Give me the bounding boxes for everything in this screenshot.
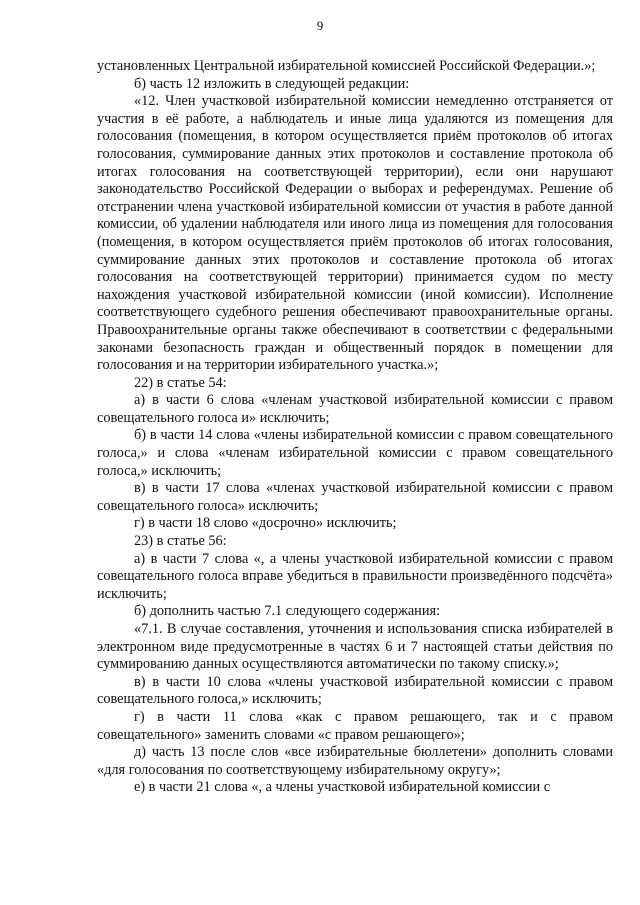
paragraph-16: е) в части 21 слова «, а члены участковой избирательной комиссии с	[134, 779, 551, 796]
document-body	[97, 58, 613, 797]
paragraph-10: а) в части 7 слова «, а члены участковой избирательной комиссии с правом совещательного голоса вправе убедиться в правильности произведённого подсчёта» исключить;	[97, 550, 613, 602]
paragraph-13: в) в части 10 слова «члены участковой избирательной комиссии с правом совещательного голоса,» исключить;	[97, 673, 613, 708]
page-number: 9	[316, 18, 324, 33]
paragraph-14: г) в части 11 слова «как с правом решающего, так и с правом совещательного» заменить словами «с правом решающего»;	[97, 708, 613, 743]
paragraph-5: а) в части 6 слова «членам участковой избирательной комиссии с правом совещательного голоса и» исключить;	[97, 392, 613, 426]
paragraph-9: 23) в статье 56:	[134, 533, 227, 550]
paragraph-11: б) дополнить частью 7.1 следующего содержания:	[134, 603, 441, 620]
paragraph-4: 22) в статье 54:	[134, 374, 227, 391]
paragraph-2: б) часть 12 изложить в следующей редакции:	[134, 75, 410, 92]
paragraph-12: «7.1. В случае составления, уточнения и использования списка избирателей в электронном виде предусмотренные в частях 6 и 7 настоящей статьи действия по суммированию данных осуществляются автоматически по такому списку.»;	[97, 621, 613, 673]
paragraph-3: «12. Член участковой избирательной комиссии немедленно отстраняется от участия в её работе, а наблюдатель и иные лица удаляются из помещения для голосования (помещения, в котором осуществляется приём протоколов об итогах голосования, суммирование данных этих протоколов и составление протокола об итогах голосования на соответствующей территории), если они нарушают законодательство Российской Федерации о выборах и референдумах. Решение об отстранении члена участковой избирательной комиссии от участия в работе данной комиссии, об удалении наблюдателя или иного лица из помещения для голосования (помещения, в котором осуществляется приём протоколов об итогах голосования, суммирование данных этих протоколов и составление протокола об итогах голосования на соответствующей территории) принимается судом по месту нахождения участковой избирательной комиссии (иной комиссии). Исполнение соответствующего судебного решения обеспечивают правоохранительные органы. Правоохранительные органы также обеспечивают в соответствии с федеральными законами безопасность граждан и общественный порядок в помещении для голосования и на территории избирательного участка.»;	[97, 93, 613, 374]
paragraph-1: установленных Центральной избирательной комиссией Российской Федерации.»;	[97, 58, 596, 74]
paragraph-6: б) в части 14 слова «члены избирательной комиссии с правом совещательного голоса,» и слова «членам избирательной комиссии с правом совещательного голоса,» исключить;	[97, 427, 613, 479]
paragraph-8: г) в части 18 слово «досрочно» исключить;	[134, 515, 397, 532]
paragraph-7: в) в части 17 слова «членах участковой избирательной комиссии с правом совещательного голоса» исключить;	[97, 480, 613, 514]
paragraph-15: д) часть 13 после слов «все избирательные бюллетени» дополнить словами «для голосования по соответствующему избирательному округу»;	[97, 744, 613, 778]
